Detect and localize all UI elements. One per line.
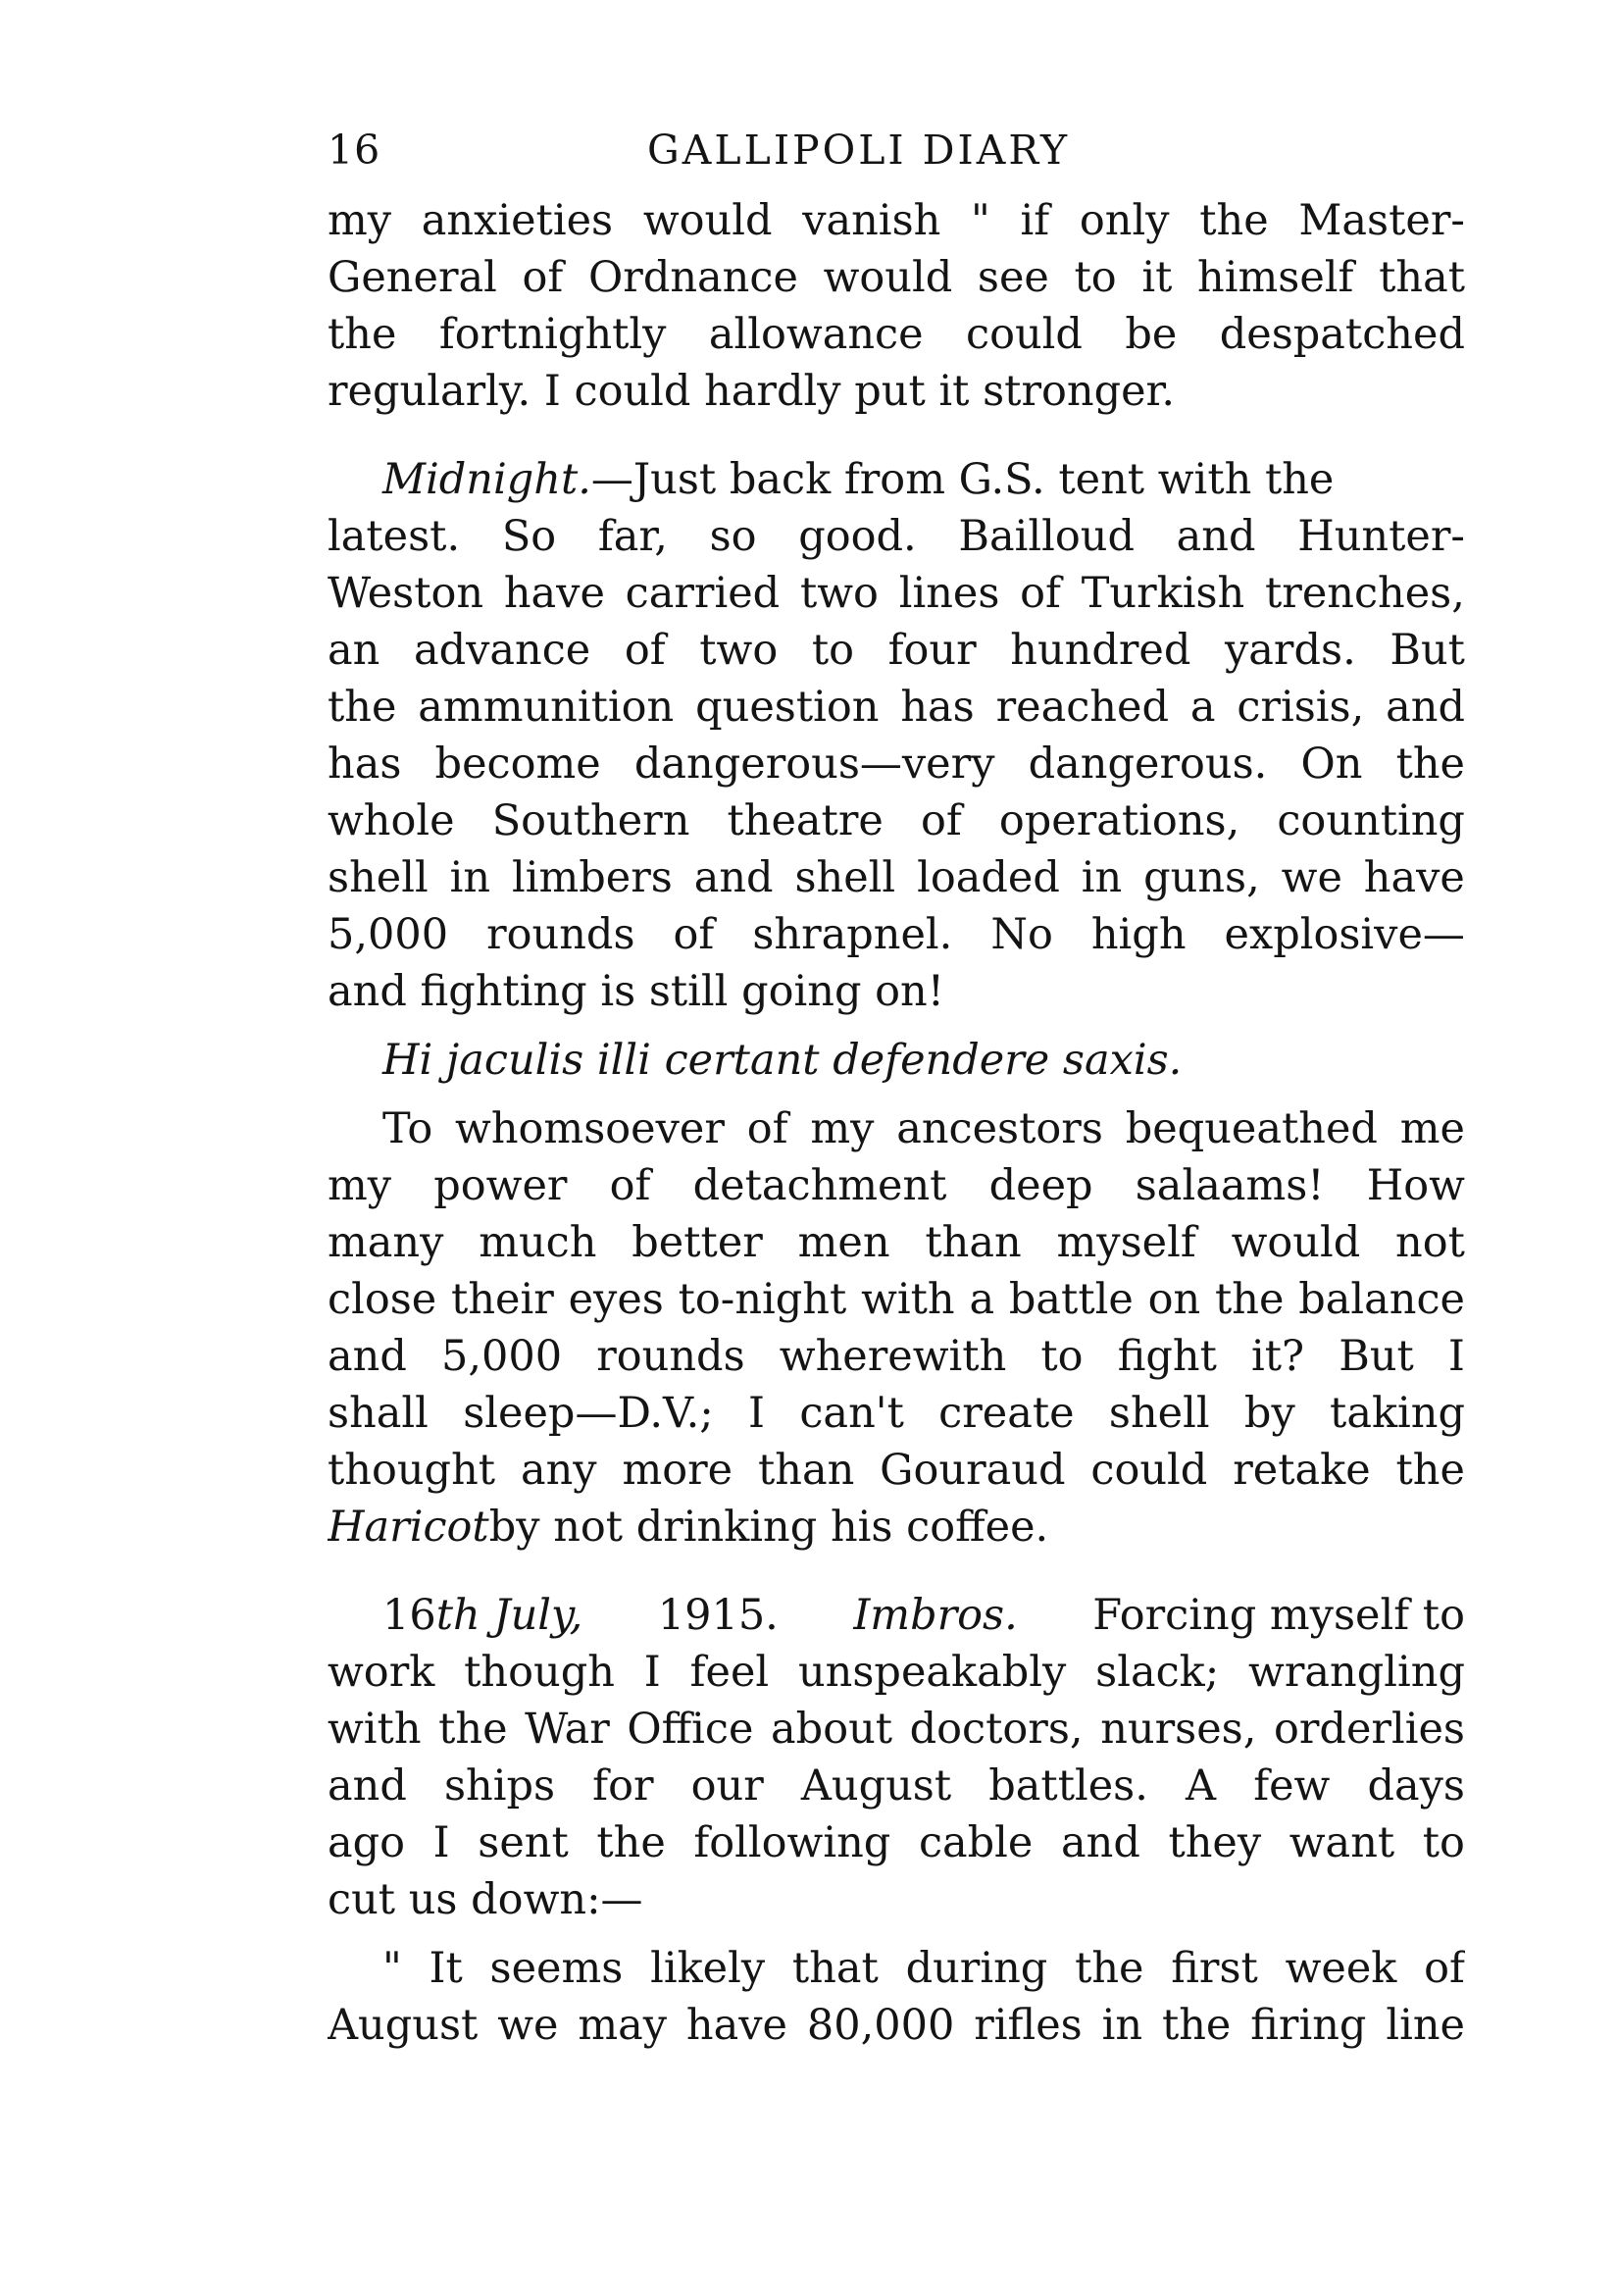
word: anxieties [421,196,614,245]
word: many [328,1218,444,1267]
word: Southern [491,796,690,845]
word: and [328,1332,407,1381]
word: himself [1197,253,1354,302]
word: guns, [1143,853,1260,902]
word: Turkish [1081,569,1245,618]
word: week [1285,1944,1397,1993]
word: Weston [328,569,484,618]
word: than [925,1218,1022,1267]
word: the [596,1818,666,1867]
word: and [328,1761,407,1811]
text-line [328,1871,1465,1928]
word: doctors, [909,1705,1084,1754]
word: be [1125,310,1178,359]
word: retake [1233,1446,1371,1495]
word: sleep—D.V.; [463,1389,714,1438]
word: I [748,1389,766,1438]
word: bequeathed [1125,1104,1378,1153]
word: 5,000 [328,910,449,959]
word: Hunter- [1297,512,1465,561]
word: would [823,253,953,302]
text-line [328,508,1465,565]
word: shell [1108,1389,1210,1438]
word: rounds [596,1332,745,1381]
paragraph-gap [328,1089,1465,1100]
word: vanish [802,196,941,245]
word: days [1367,1761,1465,1811]
word: shrapnel. [752,910,953,959]
word: and [693,853,774,902]
word: carried [625,569,781,618]
word: my [810,1104,875,1153]
word: more [622,1446,733,1495]
word: line [1386,2001,1465,2050]
word: in [1081,853,1123,902]
word: likely [650,1944,766,1993]
word: It [429,1944,463,1993]
text-line [328,1814,1465,1871]
word: of [609,1161,651,1210]
word: No [990,910,1053,959]
word: become [434,740,601,789]
entry-date [382,1587,582,1644]
word: and [1060,1818,1140,1867]
word: battles. [988,1761,1148,1811]
word: in [449,853,491,902]
word: four [887,626,977,675]
word: I [432,1818,450,1867]
word: August [800,1761,952,1811]
text-line [328,306,1465,363]
word: any [520,1446,597,1495]
word: than [757,1446,855,1495]
word: my [328,1161,392,1210]
word: yards. [1225,626,1356,675]
text-line [328,1328,1465,1385]
word: On [1300,740,1363,789]
paragraph-gap [328,1020,1465,1032]
word: shell [328,853,429,902]
word: ago [328,1818,406,1867]
word: But [1339,1332,1414,1381]
word: and [1386,683,1465,732]
body-text [328,192,1465,2054]
line-rest: —Just back from G.S. tent with the [590,455,1335,504]
word: we [497,2001,559,2050]
word: operations, [998,796,1240,845]
word: can't [799,1389,904,1438]
word: taking [1330,1389,1465,1438]
word: How [1366,1161,1465,1210]
word: could [1090,1446,1208,1495]
word: power [433,1161,568,1210]
word: myself [1056,1218,1196,1267]
word: seems [489,1944,624,1993]
word: unspeakably [797,1648,1067,1697]
word: detachment [692,1161,947,1210]
word: in [1101,2001,1143,2050]
ship-name: Haricot [328,1503,489,1552]
word: dangerous—very [633,740,995,789]
word: battle [1008,1275,1134,1324]
word: lines [898,569,1000,618]
word: may [578,2001,668,2050]
word: latest. [328,512,461,561]
word: Ordnance [588,253,798,302]
word: I [643,1648,661,1697]
word: so [709,512,757,561]
word: have [503,569,605,618]
word: hundred [1010,626,1191,675]
text-line [328,849,1465,906]
word: reached [995,683,1169,732]
text-line [328,1100,1465,1157]
date-year: 1915. [657,1591,779,1640]
word: Master- [1298,196,1465,245]
date-month: th July, [435,1591,583,1640]
word: with [861,1275,955,1324]
line-rest: by not drinking his coffee. [488,1503,1049,1552]
text-line [328,451,1465,508]
text-line [328,906,1465,963]
word: thought [328,1446,496,1495]
word: limbers [511,853,673,902]
word: would [1231,1218,1361,1267]
word: orderlies [1273,1705,1465,1754]
word: the [1395,740,1465,789]
word: To [382,1104,433,1153]
word: on [1147,1275,1201,1324]
text-line [328,1157,1465,1214]
text-line [328,1271,1465,1328]
word: rifles [974,2001,1083,2050]
word: cable [918,1818,1034,1867]
word: to [1074,253,1117,302]
text-line [328,1499,1465,1556]
word: 5,000 [440,1332,563,1381]
text-line [328,565,1465,622]
word: allowance [708,310,924,359]
entry-place: Imbros. [853,1591,1018,1640]
word: fight [1117,1332,1217,1381]
word: the [1199,196,1269,245]
word: shall [328,1389,429,1438]
word: men [797,1218,890,1267]
text-line [328,622,1465,679]
word: War [525,1705,610,1754]
word: the [328,310,397,359]
word: theatre [727,796,884,845]
word: August [328,2001,479,2050]
word: the [328,683,397,732]
word: the [1214,1275,1285,1324]
word: by [1243,1389,1295,1438]
word: and [1176,512,1256,561]
word: better [632,1218,763,1267]
text-line [328,363,1465,420]
word: salaams! [1135,1161,1325,1210]
word: their [451,1275,554,1324]
word: Gouraud [880,1446,1066,1495]
word: few [1253,1761,1331,1811]
word: eyes [568,1275,664,1324]
text-line [328,192,1465,249]
word: of [920,796,962,845]
word: our [690,1761,764,1811]
word: two [699,626,779,675]
word: the [1075,1944,1144,1993]
word: 80,000 [806,2001,955,2050]
word: want [1289,1818,1395,1867]
text-line [328,1940,1465,1997]
word: General [328,253,497,302]
text-line [328,679,1465,736]
word: of [522,253,564,302]
word: have [1363,853,1465,902]
word: during [905,1944,1048,1993]
word: shell [794,853,896,902]
word: to-night [678,1275,847,1324]
word: has [900,683,975,732]
word: work [328,1648,435,1697]
text-line [328,1644,1465,1701]
word: firing [1250,2001,1367,2050]
latin-quotation [328,1032,1465,1089]
paragraph-gap [328,1928,1465,1940]
word: that [791,1944,879,1993]
text-line [328,1214,1465,1271]
word: sent [478,1818,569,1867]
word: whomsoever [455,1104,725,1153]
word: question [695,683,880,732]
word: good. [798,512,917,561]
word: But [1390,626,1465,675]
text-line [328,1442,1465,1499]
text-line [328,1758,1465,1814]
word: to [811,626,855,675]
text-line [328,963,1465,1020]
text-line [328,736,1465,792]
text-line [328,1587,1465,1644]
word: ancestors [896,1104,1103,1153]
word: " [971,196,990,245]
line-text: regularly. I could hardly put it stronger. [328,367,1176,416]
paragraph-gap [328,1556,1465,1587]
word: slack; [1095,1648,1220,1697]
word: of [1424,1944,1465,1993]
word: have [685,2001,787,2050]
word: for [592,1761,654,1811]
word: first [1171,1944,1258,1993]
word: Bailloud [958,512,1135,561]
word: counting [1277,796,1465,845]
word: two [799,569,879,618]
word: the [1395,1446,1465,1495]
word: " [382,1944,402,1993]
word: an [328,626,380,675]
entry-time: Midnight. [382,455,591,504]
word: much [479,1218,597,1267]
word: trenches, [1264,569,1465,618]
word: create [938,1389,1075,1438]
word: of [673,910,715,959]
word: they [1168,1818,1262,1867]
page-number: 16 [328,127,381,174]
word: to [1422,1818,1465,1867]
word: whole [328,796,455,845]
line-text [382,451,1334,508]
word: could [965,310,1083,359]
word: high [1090,910,1187,959]
word: the [438,1705,508,1754]
word: that [1379,253,1465,302]
date-day: 16 [382,1591,436,1640]
text-line [328,792,1465,849]
word: Office [627,1705,754,1754]
word: deep [988,1161,1093,1210]
word: the [1161,2001,1232,2050]
word: I [1447,1332,1465,1381]
word: it [1141,253,1173,302]
word: wherewith [779,1332,1007,1381]
word: nurses, [1100,1705,1257,1754]
word: dangerous. [1028,740,1268,789]
paragraph-gap [328,420,1465,451]
word: it? [1251,1332,1305,1381]
word: wrangling [1248,1648,1465,1697]
word: of [1020,569,1061,618]
line-text: cut us down:— [328,1875,643,1924]
word: about [771,1705,893,1754]
word: A [1186,1761,1217,1811]
running-title: GALLIPOLI DIARY [647,127,1071,174]
word: we [1281,853,1342,902]
word: of [746,1104,788,1153]
word: fortnightly [438,310,667,359]
word: my [328,196,392,245]
text-line [328,1701,1465,1758]
text-line [328,249,1465,306]
word: a [1189,683,1216,732]
word: following [693,1818,891,1867]
word: ammunition [418,683,675,732]
word: a [969,1275,995,1324]
word: close [328,1275,437,1324]
word: not [1395,1218,1465,1267]
word: with [328,1705,422,1754]
word: balance [1298,1275,1465,1324]
line-text: and fighting is still going on! [328,967,945,1016]
word: see [977,253,1049,302]
word: feel [689,1648,770,1697]
word: ships [443,1761,556,1811]
word: has [328,740,402,789]
line-rest: Forcing myself to [1092,1591,1465,1640]
running-head [328,116,1465,184]
word: loaded [917,853,1060,902]
word: rounds [486,910,635,959]
text-line [328,1997,1465,2054]
word: So [501,512,557,561]
word: of [624,626,666,675]
word: despatched [1219,310,1465,359]
word: me [1399,1104,1465,1153]
word: if [1020,196,1050,245]
word: far, [597,512,668,561]
word: crisis, [1237,683,1365,732]
word: though [464,1648,615,1697]
word: advance [413,626,591,675]
word: to [1040,1332,1084,1381]
text-line [328,1385,1465,1442]
word: would [642,196,773,245]
word: explosive— [1224,910,1465,959]
word: only [1079,196,1170,245]
quotation-text: Hi jaculis illi certant defendere saxis. [382,1036,1183,1085]
